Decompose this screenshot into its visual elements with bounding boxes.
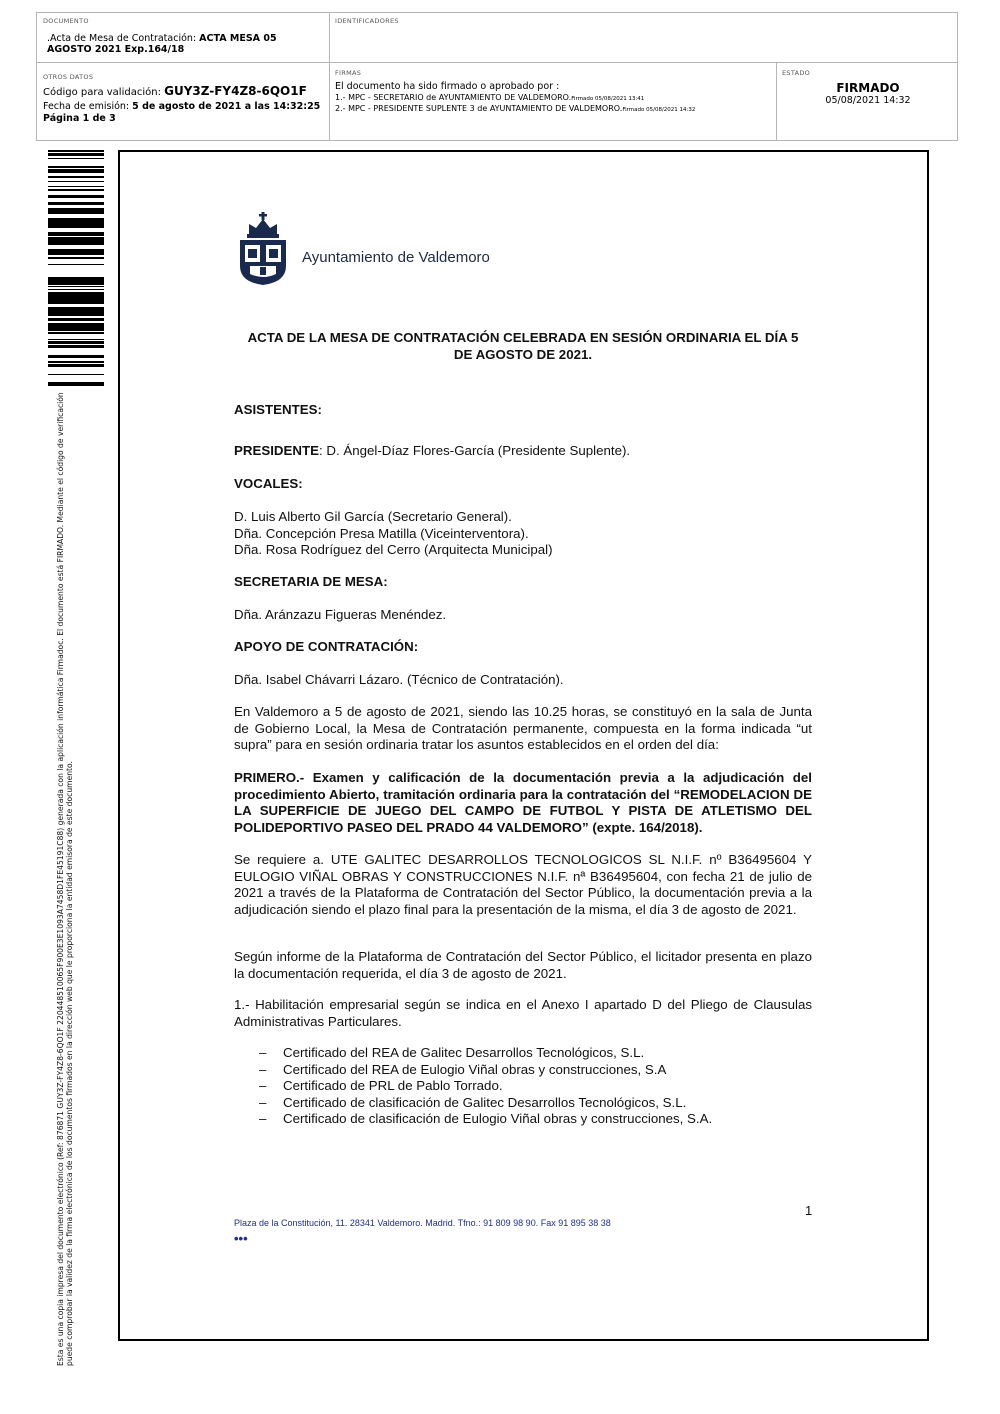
segun-paragraph: Según informe de la Plataforma de Contratación del Sector Público, el licitador presenta en plazo la documentación requerida, el día 3 de agosto de 2021. xyxy=(234,949,812,981)
pagina-indicator: Página 1 de 3 xyxy=(43,113,116,124)
vocal-item: D. Luis Alberto Gil García (Secretario General). xyxy=(234,509,512,524)
barcode xyxy=(48,150,104,386)
footer-dots: ••• xyxy=(234,1231,248,1246)
header-otros-box xyxy=(36,62,330,141)
apoyo-heading: APOYO DE CONTRATACIÓN: xyxy=(234,639,419,654)
firma-1: 1.- MPC - SECRETARIO de AYUNTAMIENTO DE VALDEMORO.Firmado 05/08/2021 13:41 xyxy=(335,93,645,102)
identificadores-label: IDENTIFICADORES xyxy=(335,17,399,25)
presidente-line: PRESIDENTE: D. Ángel-Díaz Flores-García (Presidente Suplente). xyxy=(234,443,631,458)
document-title: ACTA DE LA MESA DE CONTRATACIÓN CELEBRADA EN SESIÓN ORDINARIA EL DÍA 5 DE AGOSTO DE 2021. xyxy=(247,330,799,362)
vocal-item: Dña. Rosa Rodríguez del Cerro (Arquitecta Municipal) xyxy=(234,542,553,557)
secretaria-text: Dña. Aránzazu Figueras Menéndez. xyxy=(234,607,447,622)
header-identificadores-box xyxy=(329,12,958,63)
header-documento-box xyxy=(36,12,330,63)
documento-label: DOCUMENTO xyxy=(43,17,89,25)
estado-value: FIRMADO xyxy=(836,81,900,95)
primero-paragraph: PRIMERO.- Examen y calificación de la documentación previa a la adjudicación del procedimiento Abierto, tramitación ordinaria para la contratación del “REMODELACION DE LA SUPERFICIE DE JUEGO DEL CAMPO DE FUTBOL Y PISTA DE ATLETISMO DEL POLIDEPORTIVO PASEO DEL PRADO 44 VALDEMORO” (expte. 164/2018). xyxy=(234,770,812,835)
verification-note-line2: puede comprobar la validez de la firma electrónica de los documentos firmados en la dirección web que le proporciona la entidad emisora de este documento. xyxy=(65,761,74,1366)
intro-paragraph: En Valdemoro a 5 de agosto de 2021, siendo las 10.25 horas, se constituyó en la sala de Junta de Gobierno Local, la Mesa de Contratación permanente, compuesta en la forma indicada “ut supra” para en sesión ordinaria tratar los asuntos establecidos en el orden del día: xyxy=(234,704,812,752)
otros-datos-label: OTROS DATOS xyxy=(43,73,94,81)
list-item: – Certificado de PRL de Pablo Torrado. xyxy=(259,1078,503,1093)
list-item: – Certificado del REA de Eulogio Viñal obras y construcciones, S.A xyxy=(259,1061,667,1077)
page-number: 1 xyxy=(805,1203,813,1218)
footer-address: Plaza de la Constitución, 11. 28341 Valdemoro. Madrid. Tfno.: 91 809 98 90. Fax 91 895 38 38 xyxy=(234,1218,611,1228)
asistentes-heading: ASISTENTES: xyxy=(234,402,322,417)
requiere-paragraph: Se requiere a. UTE GALITEC DESARROLLOS TECNOLOGICOS SL N.I.F. nº B36495604 Y EULOGIO VIÑAL OBRAS Y CONSTRUCCIONES N.I.F. nª B36495604, con fecha 21 de julio de 2021 a través de la Plataforma de Contratación del Sector Público, la documentación previa a la adjudicación siendo el plazo final para la presentación de la misma, el día 3 de agosto de 2021. xyxy=(234,852,812,917)
firmas-label: FIRMAS xyxy=(335,69,362,77)
vocales-heading: VOCALES: xyxy=(234,476,303,491)
documento-title: .Acta de Mesa de Contratación: ACTA MESA 05 AGOSTO 2021 Exp.164/18 xyxy=(47,33,277,55)
list-item: – Certificado de clasificación de Galitec Desarrollos Tecnológicos, S.L. xyxy=(259,1094,687,1110)
firmas-intro: El documento ha sido firmado o aprobado por : xyxy=(335,81,560,92)
vocales-list xyxy=(234,509,812,559)
estado-date: 05/08/2021 14:32 xyxy=(825,95,911,106)
certificados-list xyxy=(234,1045,812,1128)
coat-of-arms-logo xyxy=(236,210,290,286)
codigo-value: GUY3Z-FY4Z8-6QO1F xyxy=(164,84,307,98)
firma-2: 2.- MPC - PRESIDENTE SUPLENTE 3 de AYUNTAMIENTO DE VALDEMORO.Firmado 05/08/2021 14:32 xyxy=(335,104,696,113)
header-firmas-box xyxy=(329,62,777,141)
list-item: – Certificado de clasificación de Eulogio Viñal obras y construcciones, S.A. xyxy=(259,1111,713,1126)
habilitacion-paragraph: 1.- Habilitación empresarial según se indica en el Anexo I apartado D del Pliego de Clausulas Administrativas Particulares. xyxy=(234,997,812,1029)
apoyo-text: Dña. Isabel Chávarri Lázaro. (Técnico de Contratación). xyxy=(234,672,564,687)
vocal-item: Dña. Concepción Presa Matilla (Viceinterventora). xyxy=(234,525,529,541)
estado-label: ESTADO xyxy=(782,69,811,77)
list-item: – Certificado del REA de Galitec Desarrollos Tecnológicos, S.L. xyxy=(259,1045,645,1060)
secretaria-heading: SECRETARIA DE MESA: xyxy=(234,574,388,589)
organization-name: Ayuntamiento de Valdemoro xyxy=(302,249,490,266)
header-estado-box xyxy=(776,62,958,141)
fecha-emision: Fecha de emisión: 5 de agosto de 2021 a las 14:32:25 xyxy=(43,101,321,112)
verification-note-line1: Esta es una copia impresa del documento electrónico (Ref: 876871 GUY3Z-FY4Z8-6QO1F 220448510065F900E3E1093A7458D1FE45191C88) generada con la aplicación informática Firmadoc. El documento está FIRMADO. Mediante el código de verificación xyxy=(56,392,65,1366)
codigo-validacion: Código para validación: GUY3Z-FY4Z8-6QO1F xyxy=(43,84,307,98)
